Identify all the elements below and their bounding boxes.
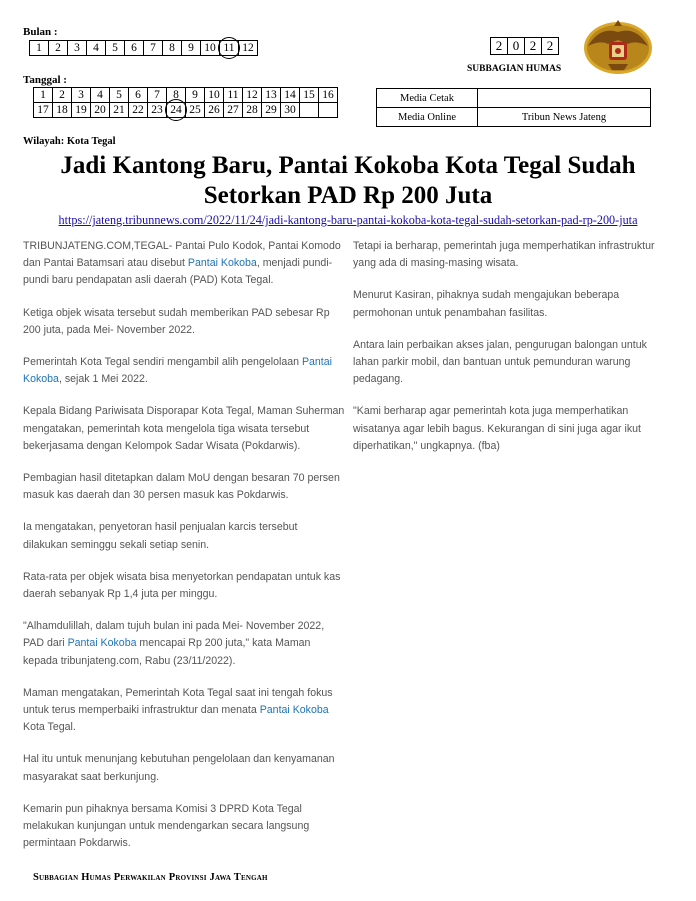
- paragraph: Pembagian hasil ditetapkan dalam MoU dengan besaran 70 persen masuk kas daerah dan 30 persen masuk kas Pokdarwis.: [23, 472, 340, 502]
- grid-cell: 26: [205, 103, 224, 118]
- selected-value: 11: [223, 42, 235, 54]
- month-grid: [29, 40, 258, 56]
- grid-cell: 30: [281, 103, 300, 118]
- paragraph: Ketiga objek wisata tersebut sudah memberikan PAD sebesar Rp 200 juta, pada Mei- November 2022.: [23, 306, 330, 336]
- grid-cell: 15: [300, 88, 319, 103]
- grid-cell: 9: [186, 88, 205, 103]
- selected-value: 24: [170, 104, 182, 116]
- paragraph: "Alhamdulillah, dalam tujuh bulan ini pada Mei- November 2022, PAD dari Pantai Kokoba mencapai Rp 200 juta," kata Maman kepada tribunjateng.com, Rabu (23/11/2022).: [23, 620, 325, 667]
- tanggal-label: Tanggal :: [23, 74, 67, 86]
- grid-cell: 13: [262, 88, 281, 103]
- paragraph: Antara lain perbaikan akses jalan, pengurugan balongan untuk lahan parkir mobil, dan bantuan untuk pemunduran warung pedagang.: [353, 338, 647, 386]
- article-url-link[interactable]: https://jateng.tribunnews.com/2022/11/24/jadi-kantong-baru-pantai-kokoba-kota-tegal-sudah-setorkan-pad-rp-200-juta: [58, 213, 638, 227]
- garuda-emblem-icon: [578, 18, 658, 76]
- left-column: [23, 238, 345, 867]
- grid-cell: 5: [110, 88, 129, 103]
- pantai-kokoba-link[interactable]: Pantai Kokoba: [23, 356, 332, 386]
- grid-cell: 12: [243, 88, 262, 103]
- grid-cell: [220, 41, 239, 56]
- grid-cell: 2: [542, 38, 559, 55]
- grid-cell: 1: [30, 41, 49, 56]
- grid-cell: 10: [205, 88, 224, 103]
- grid-cell: 4: [91, 88, 110, 103]
- paragraph: Menurut Kasiran, pihaknya sudah mengajukan beberapa permohonan untuk penambahan fasilitas.: [353, 289, 620, 319]
- grid-cell: 3: [72, 88, 91, 103]
- pantai-kokoba-link[interactable]: Pantai Kokoba: [187, 257, 257, 270]
- grid-cell: 22: [129, 103, 148, 118]
- grid-cell: [167, 103, 186, 118]
- grid-cell: 19: [72, 103, 91, 118]
- article-title: [0, 151, 696, 211]
- grid-cell: 8: [163, 41, 182, 56]
- grid-cell: 2: [491, 38, 508, 55]
- media-cetak-value: [478, 89, 651, 108]
- paragraph: Ia mengatakan, penyetoran hasil penjualan karcis tersebut dilakukan seminggu sekali setiap senin.: [23, 521, 298, 551]
- grid-cell: 23: [148, 103, 167, 118]
- grid-cell: 25: [186, 103, 205, 118]
- grid-cell: 1: [34, 88, 53, 103]
- day-grid: [33, 87, 338, 118]
- grid-cell: 11: [224, 88, 243, 103]
- grid-cell: 5: [106, 41, 125, 56]
- org-label: SUBBAGIAN HUMAS: [467, 64, 562, 74]
- grid-cell: 17: [34, 103, 53, 118]
- bulan-label: Bulan :: [23, 26, 58, 38]
- grid-cell: 29: [262, 103, 281, 118]
- grid-cell: 27: [224, 103, 243, 118]
- grid-cell: 16: [319, 88, 338, 103]
- grid-cell: 4: [87, 41, 106, 56]
- selected-circle-icon: [218, 37, 240, 59]
- grid-cell: 21: [110, 103, 129, 118]
- grid-cell: 12: [239, 41, 258, 56]
- grid-cell: 6: [125, 41, 144, 56]
- pantai-kokoba-link[interactable]: Pantai Kokoba: [67, 637, 137, 650]
- grid-cell: 0: [508, 38, 525, 55]
- grid-cell: 28: [243, 103, 262, 118]
- right-column: [353, 238, 673, 470]
- grid-cell: 6: [129, 88, 148, 103]
- grid-cell: 10: [201, 41, 220, 56]
- grid-cell: 3: [68, 41, 87, 56]
- grid-cell: 9: [182, 41, 201, 56]
- title-line-2: Setorkan PAD Rp 200 Juta: [203, 182, 493, 209]
- paragraph: Maman mengatakan, Pemerintah Kota Tegal saat ini tengah fokus untuk terus memperbaiki infrastruktur dan menata Pantai Kokoba Kota Tegal.: [23, 686, 333, 734]
- paragraph: "Kami berharap agar pemerintah kota juga memperhatikan wisatanya agar lebih bagus. Kekurangan di sini juga agar ikut diperhatikan," ungkapnya. (fba): [353, 405, 641, 452]
- media-online-value: Tribun News Jateng: [478, 108, 651, 127]
- paragraph: Tetapi ia berharap, pemerintah juga memperhatikan infrastruktur yang ada di masing-masing wisata.: [353, 240, 655, 270]
- grid-cell: 20: [91, 103, 110, 118]
- paragraph: Hal itu untuk menunjang kebutuhan pengelolaan dan kenyamanan masyarakat saat berkunjung.: [23, 753, 335, 783]
- paragraph: Kepala Bidang Pariwisata Disporapar Kota Tegal, Maman Suherman mengatakan, pemerintah kota mengelola tiga wisata tersebut bekerjasama dengan Kelompok Sadar Wisata (Pokdarwis).: [23, 405, 345, 452]
- media-cetak-label: Media Cetak: [377, 89, 478, 108]
- grid-cell: 7: [144, 41, 163, 56]
- grid-cell: 8: [167, 88, 186, 103]
- grid-cell: [319, 103, 338, 118]
- grid-cell: [300, 103, 319, 118]
- media-online-label: Media Online: [377, 108, 478, 127]
- paragraph: Rata-rata per objek wisata bisa menyetorkan pendapatan untuk kas daerah sebanyak Rp 1,4 juta per minggu.: [23, 570, 341, 601]
- year-grid: [490, 37, 559, 55]
- paragraph: Kemarin pun pihaknya bersama Komisi 3 DPRD Kota Tegal melakukan kunjungan untuk mendengarkan secara langsung permintaan Pokdarwis.: [23, 802, 310, 850]
- grid-cell: 18: [53, 103, 72, 118]
- grid-cell: 2: [53, 88, 72, 103]
- media-table: [376, 88, 651, 127]
- wilayah-label: Wilayah: Kota Tegal: [23, 136, 116, 147]
- paragraph: TRIBUNJATENG.COM,TEGAL- Pantai Pulo Kodok, Pantai Komodo dan Pantai Batamsari atau disebut Pantai Kokoba, menjadi pundi-pundi baru pendapatan asli daerah (PAD) Kota Tegal.: [23, 240, 341, 287]
- title-line-1: Jadi Kantong Baru, Pantai Kokoba Kota Tegal Sudah: [60, 152, 636, 179]
- paragraph: Pemerintah Kota Tegal sendiri mengambil alih pengelolaan Pantai Kokoba, sejak 1 Mei 2022.: [23, 356, 332, 386]
- grid-cell: 14: [281, 88, 300, 103]
- selected-circle-icon: [165, 99, 187, 121]
- footer-text: Subbagian Humas Perwakilan Provinsi Jawa Tengah: [33, 872, 268, 883]
- grid-cell: 2: [525, 38, 542, 55]
- pantai-kokoba-link[interactable]: Pantai Kokoba: [259, 704, 329, 717]
- grid-cell: 2: [49, 41, 68, 56]
- grid-cell: 7: [148, 88, 167, 103]
